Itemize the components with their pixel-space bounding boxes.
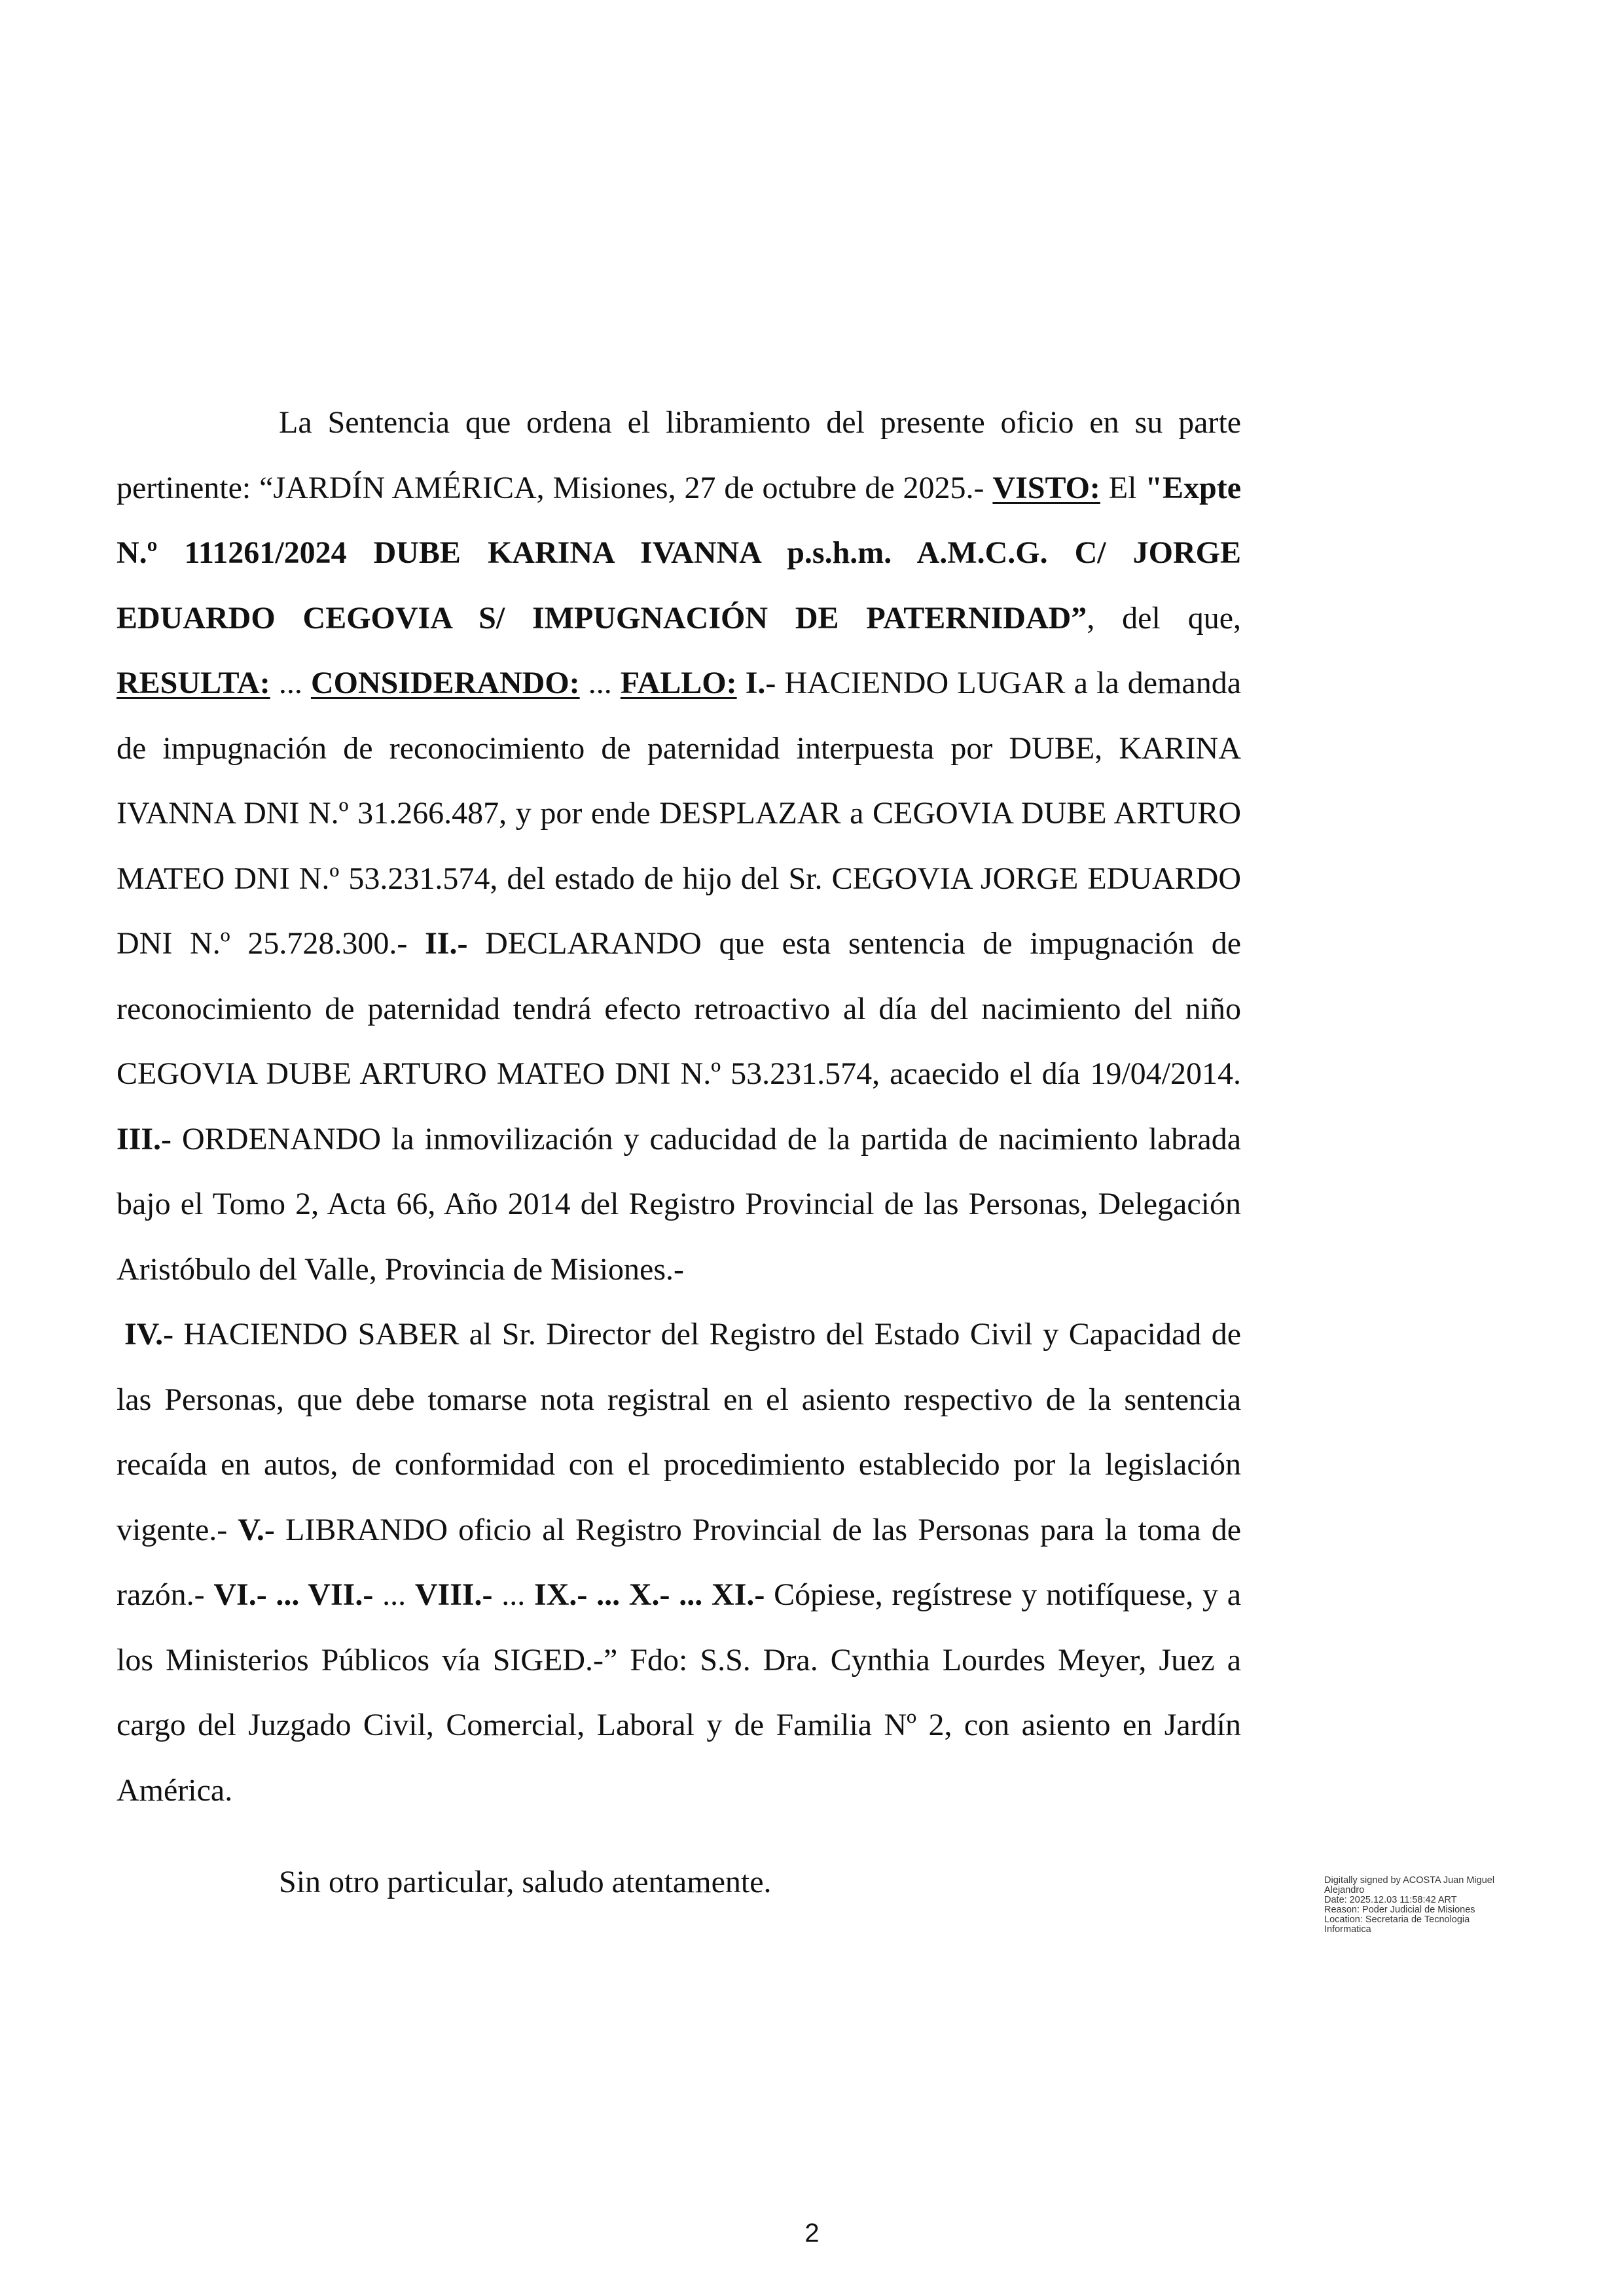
item-number-v: V.- xyxy=(238,1512,275,1547)
item-iv-text: HACIENDO SABER al Sr. Director del Registro del Estado Civil y Capacidad de las Personas, que debe tomarse nota registral en el asiento respectivo de la sentencia recaída en autos, de conformidad con el procedimiento establecido por la legislación vigente.- xyxy=(117,1317,1241,1547)
signature-line: Informatica xyxy=(1324,1924,1371,1935)
item-numbers-vi-vii: VI.- ... VII.- xyxy=(213,1577,374,1612)
item-v-text: LIBRANDO oficio al Registro Provincial de las Personas para la toma de razón.- xyxy=(117,1512,1242,1612)
case-title: "Expte N.º 111261/2024 DUBE KARINA IVANNA p.s.h.m. A.M.C.G. C/ JORGE EDUARDO CEGOVIA S/ IMPUGNACIÓN DE PATERNIDAD” xyxy=(117,470,1242,636)
digital-signature xyxy=(1324,1876,1540,1935)
signature-location: Location: Secretaria de Tecnologia xyxy=(1324,1914,1470,1925)
signature-line: Digitally signed by ACOSTA Juan Miguel xyxy=(1324,1875,1495,1886)
item-number-viii: VIII.- xyxy=(414,1577,493,1612)
resulta-heading: RESULTA: xyxy=(117,666,270,700)
item-ii-text: DECLARANDO que esta sentencia de impugnación de reconocimiento de paternidad tendrá efecto retroactivo al día del nacimiento del niño CEGOVIA DUBE ARTURO MATEO DNI N.º 53.231.574, acaecido el día 19/04/2014. xyxy=(117,926,1241,1091)
signature-date: Date: 2025.12.03 11:58:42 ART xyxy=(1324,1895,1457,1905)
item-number-i: I.- xyxy=(745,666,776,700)
text-run: ... xyxy=(270,666,311,700)
item-number-iv: IV.- xyxy=(124,1317,174,1352)
text-run: ... xyxy=(579,666,621,700)
item-iii-text: ORDENANDO la inmovilización y caducidad de la partida de nacimiento labrada bajo el Tomo 2, Acta 66, Año 2014 del Registro Provincial de las Personas, Delegación Aristóbulo del Valle, Provincia de Misiones.- xyxy=(117,1121,1241,1287)
item-i-text: HACIENDO LUGAR a la demanda de impugnación de reconocimiento de paternidad interpuesta por DUBE, KARINA IVANNA DNI N.º 31.266.487, y por ende DESPLAZAR a CEGOVIA DUBE ARTURO MATEO DNI N.º 53.231.574, del estado de hijo del Sr. CEGOVIA JORGE EDUARDO DNI N.º 25.728.300.- xyxy=(117,666,1242,961)
text-run: , del que, xyxy=(1087,600,1241,636)
text-run: El xyxy=(1100,470,1146,505)
text-run: ... xyxy=(373,1577,415,1612)
signature-line: Alejandro xyxy=(1324,1885,1365,1895)
item-numbers-ix-xi: IX.- ... X.- ... XI.- xyxy=(534,1577,765,1612)
text-run xyxy=(737,666,746,700)
fallo-heading: FALLO: xyxy=(620,666,737,700)
paragraph-continuation xyxy=(117,1302,1241,1823)
item-number-iii: III.- xyxy=(117,1121,172,1157)
page-number: 2 xyxy=(804,2219,820,2248)
sentence-body xyxy=(117,390,1241,1823)
signature-reason: Reason: Poder Judicial de Misiones xyxy=(1324,1905,1475,1915)
text-run: ... xyxy=(492,1577,535,1612)
visto-heading: VISTO: xyxy=(992,470,1100,505)
considerando-heading: CONSIDERANDO: xyxy=(310,666,580,700)
closing-salutation: Sin otro particular, saludo atentamente. xyxy=(279,1865,772,1899)
item-xi-text: Cópiese, regístrese y notifíquese, y a los Ministerios Públicos vía SIGED.-” Fdo: S.S. Dra. Cynthia Lourdes Meyer, Juez a cargo del Juzgado Civil, Comercial, Laboral y de Familia Nº 2, con asiento en Jardín América. xyxy=(117,1577,1242,1808)
text-run: La Sentencia que ordena el libramiento del presente oficio en su parte pertinente: “JARDÍN AMÉRICA, Misiones, 27 de octubre de 2025.- xyxy=(117,405,1241,505)
paragraph-sentence xyxy=(117,390,1241,1302)
item-number-ii: II.- xyxy=(425,926,468,961)
